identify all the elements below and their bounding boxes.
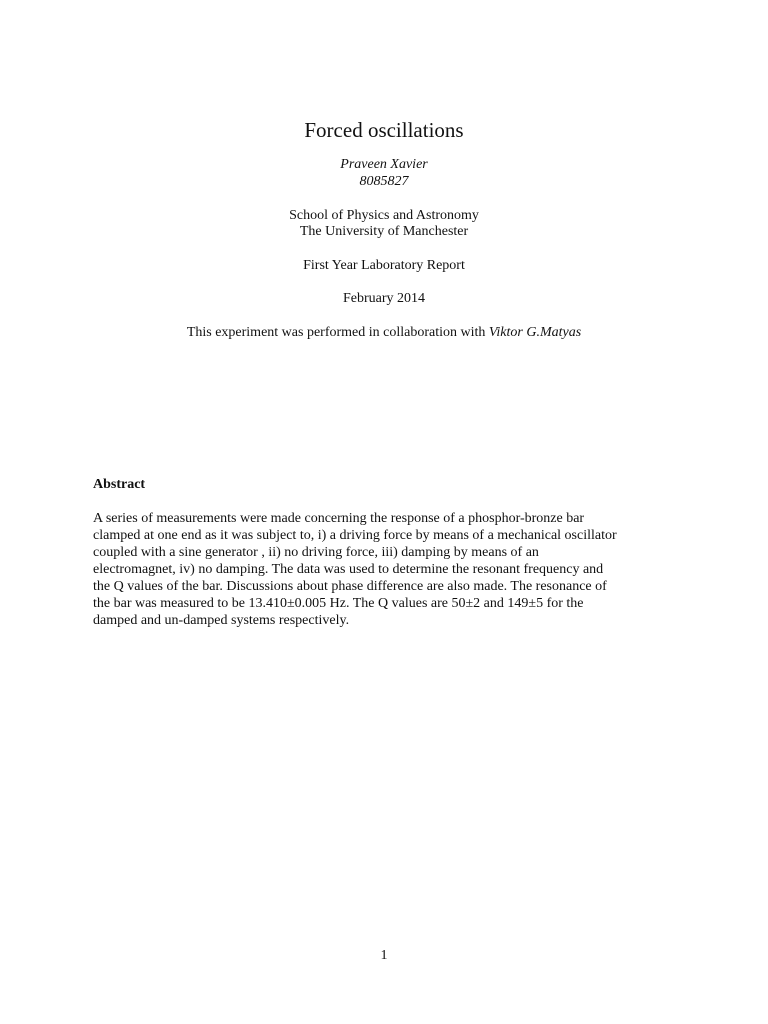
- report-title: Forced oscillations: [304, 118, 464, 142]
- abstract-line: coupled with a sine generator , ii) no driving force, iii) damping by means of an: [93, 545, 539, 560]
- page-number: 1: [380, 948, 388, 963]
- abstract-line: the bar was measured to be 13.410±0.005 Hz. The Q values are 50±2 and 149±5 for the: [93, 596, 584, 611]
- author-name: Praveen Xavier: [340, 157, 428, 172]
- abstract-heading: Abstract: [93, 477, 146, 492]
- abstract-line: damped and un-damped systems respectively.: [93, 613, 350, 628]
- abstract-line: the Q values of the bar. Discussions about phase difference are also made. The resonance of: [93, 579, 607, 594]
- report-type: First Year Laboratory Report: [303, 258, 465, 273]
- student-id: 8085827: [359, 174, 409, 189]
- abstract-line: A series of measurements were made concerning the response of a phosphor-bronze bar: [93, 511, 585, 526]
- collaboration-line: [0, 325, 768, 341]
- collaboration-prefix: This experiment was performed in collaboration with: [186, 325, 489, 340]
- school-name: School of Physics and Astronomy: [289, 208, 479, 223]
- university-name: The University of Manchester: [299, 224, 469, 239]
- abstract-paragraph: [93, 510, 693, 629]
- abstract-line: clamped at one end as it was subject to, i) a driving force by means of a mechanical oscillator: [93, 528, 617, 543]
- abstract-line: electromagnet, iv) no damping. The data was used to determine the resonant frequency and: [93, 562, 604, 577]
- report-date: February 2014: [342, 291, 426, 306]
- collaborator-name: Viktor G.Matyas: [488, 325, 582, 340]
